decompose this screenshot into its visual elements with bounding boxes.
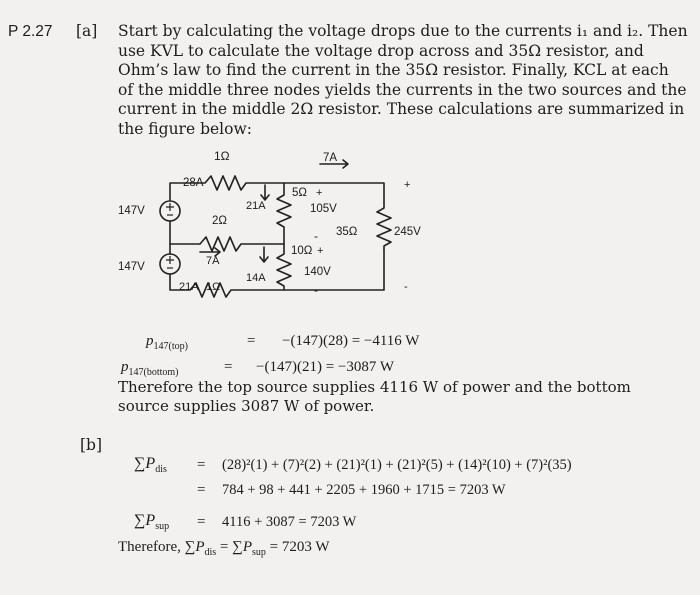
- therefore-rhs: = 7203 W: [269, 539, 330, 555]
- label-i-14a: 14A: [246, 272, 266, 284]
- minus-35: -: [404, 281, 408, 293]
- p-bottom-subscript: 147(bottom): [128, 367, 179, 378]
- sigma-symbol: ∑: [184, 539, 196, 555]
- sum-dis-lhs: [134, 455, 167, 475]
- therefore-line: [118, 539, 330, 558]
- paragraph-line: of the middle three nodes yields the currents in the two sources and the: [118, 80, 687, 99]
- p-sup-subscript: sup: [252, 547, 266, 558]
- resistor-10-ohm: [277, 244, 291, 290]
- p-dis-subscript: dis: [204, 547, 217, 558]
- p-bottom-equation: [121, 359, 179, 378]
- sum-sup-equals: =: [197, 514, 206, 530]
- therefore-prefix: Therefore,: [118, 539, 181, 555]
- problem-number: P 2.27: [8, 23, 53, 40]
- sum-dis-equals: =: [197, 457, 206, 473]
- paragraph-line: current in the middle 2Ω resistor. These calculations are summarized in: [118, 100, 685, 118]
- p-top-rhs: −(147)(28) = −4116 W: [282, 333, 420, 349]
- label-i-21a-bottom: 21A: [179, 281, 199, 293]
- p-top-equals: =: [247, 333, 256, 349]
- paragraph-line: Start by calculating the voltage drops due to the currents i₁ and i₂. Then: [118, 22, 688, 40]
- plus-10: +: [317, 245, 324, 257]
- p-sup-symbol: P: [145, 512, 156, 529]
- p-bottom-symbol: p: [121, 359, 129, 375]
- conclusion-line-2: source supplies 3087 W of power.: [118, 397, 375, 415]
- p-dis-symbol: P: [145, 455, 156, 472]
- label-r-5: 5Ω: [292, 187, 307, 199]
- paragraph-line: use KVL to calculate the voltage drop across and 35Ω resistor, and: [118, 41, 644, 60]
- p-bottom-rhs: −(147)(21) = −3087 W: [256, 359, 394, 375]
- part-b-label: [b]: [80, 436, 103, 454]
- label-v-10: 140V: [304, 266, 331, 278]
- label-v-source-bottom: 147V: [118, 261, 145, 273]
- minus-5: -: [314, 229, 318, 243]
- arrow-14a: [260, 247, 268, 262]
- plus-35: +: [404, 179, 411, 191]
- label-r-top: 1Ω: [214, 149, 230, 163]
- label-i-21a: 21A: [246, 200, 266, 212]
- conclusion-line-1: Therefore the top source supplies 4116 W of power and the bottom: [118, 378, 631, 396]
- paragraph-line: the figure below:: [118, 119, 252, 138]
- label-r-middle: 2Ω: [212, 215, 227, 227]
- label-r-35: 35Ω: [336, 226, 358, 238]
- sum-sup-rhs: 4116 + 3087 = 7203 W: [222, 514, 357, 530]
- paragraph-line: Ohm’s law to find the current in the 35Ω resistor. Finally, KCL at each: [118, 61, 669, 79]
- sum-dis-line-1: (28)²(1) + (7)²(2) + (21)²(1) + (21)²(5) + (14)²(10) + (7)²(35): [222, 457, 572, 473]
- p-dis-symbol: P: [195, 539, 205, 555]
- sum-dis-line-2: 784 + 98 + 441 + 2205 + 1960 + 1715 = 7203 W: [222, 482, 506, 498]
- label-v-35: 245V: [394, 226, 421, 238]
- p-bottom-equals: =: [224, 359, 233, 375]
- part-a-label: [a]: [76, 22, 98, 40]
- label-i-7a-middle: 7A: [206, 255, 220, 267]
- sum-sup-lhs: [134, 512, 169, 532]
- label-v-5: 105V: [310, 203, 337, 215]
- resistor-5-ohm: [277, 183, 291, 244]
- p-top-symbol: p: [146, 333, 154, 349]
- p-dis-subscript: dis: [155, 464, 167, 476]
- arrow-21a: [261, 185, 269, 200]
- minus-10: -: [314, 283, 318, 297]
- label-r-10: 10Ω: [291, 245, 313, 257]
- resistor-35-ohm: [377, 203, 391, 250]
- p-top-equation: [146, 333, 188, 352]
- label-i-28a: 28A: [183, 177, 204, 189]
- p-top-subscript: 147(top): [153, 341, 188, 352]
- sigma-symbol: ∑: [134, 455, 146, 472]
- sum-dis-line-2-equals: =: [197, 482, 206, 498]
- sigma-symbol: ∑: [134, 512, 146, 529]
- label-r-bottom: 1Ω: [206, 281, 221, 293]
- label-v-source-top: 147V: [118, 205, 145, 217]
- p-sup-symbol: P: [242, 539, 253, 555]
- label-i-7a-top: 7A: [323, 152, 338, 164]
- therefore-equals: =: [219, 539, 229, 555]
- p-sup-subscript: sup: [155, 521, 170, 533]
- plus-5: +: [316, 187, 323, 199]
- sigma-symbol: ∑: [232, 539, 243, 555]
